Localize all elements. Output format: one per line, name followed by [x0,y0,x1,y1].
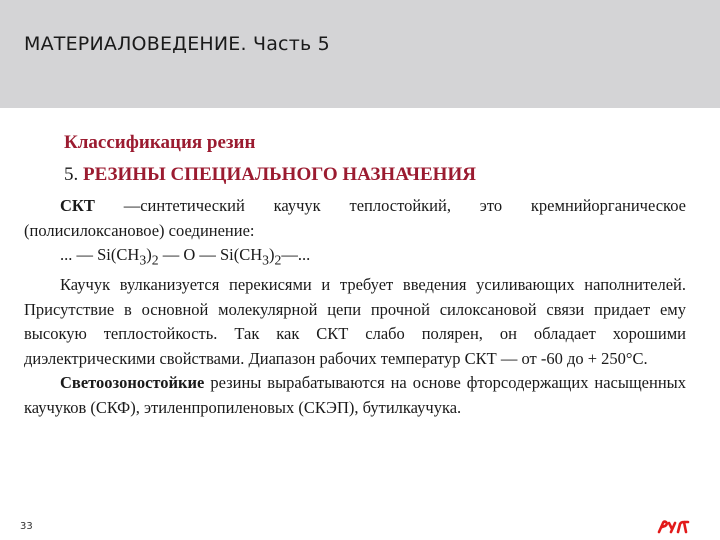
formula-part: — O — Si(CH [158,245,263,265]
formula-subscript: 3 [262,252,270,268]
formula-part: —... [281,245,311,265]
body-text [24,194,686,421]
formula-subscript: 2 [151,252,159,268]
formula-part: ) [269,245,275,265]
paragraph-skt [24,194,686,243]
paragraph-skt-text: —синтетический каучук теплостойкий, это кремнийорганическое (полисилоксановое) соединение: [24,196,686,240]
header-bar [0,0,720,108]
paragraph-ozone-resistant [24,371,686,420]
formula-part: ... — Si(CH [60,245,140,265]
header-title: МАТЕРИАЛОВЕДЕНИЕ. Часть 5 [24,33,330,55]
section-number: 5. [64,164,83,185]
chemical-formula [24,243,686,273]
formula-subscript: 2 [274,252,282,268]
formula-part: ) [146,245,152,265]
page-number: 33 [20,521,33,532]
term-skt: СКТ [60,196,95,215]
section-title: РЕЗИНЫ СПЕЦИАЛЬНОГО НАЗНАЧЕНИЯ [83,164,476,185]
section-heading [64,164,476,186]
paragraph-ozone-resistant-text: резины вырабатываются на основе фторсодержащих насыщенных каучуков (СКФ), этиленпропиленовых (СКЭП), бутилкаучука. [24,373,686,418]
formula-subscript: 3 [139,252,147,268]
paragraph-properties: Каучук вулканизуется перекисями и требует введения усиливающих наполнителей. Присутствие в основной молекулярной цепи прочной силоксановой связи придает ему высокую теплостойкость. Так как СКТ слабо полярен, он обладает хорошими диэлектрическими свойствами. Диапазон рабочих температур СКТ — от -60 до + 250°С. [24,275,686,368]
slide-heading: Классификация резин [64,132,256,153]
term-ozone-resistant: Светоозоностойкие [60,373,205,393]
rzd-logo-icon [656,518,692,534]
